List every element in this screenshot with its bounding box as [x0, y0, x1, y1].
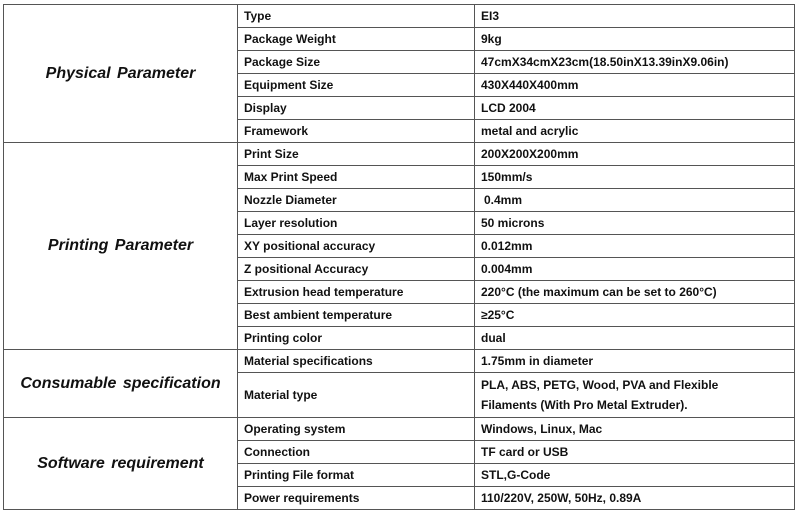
param-value: 1.75mm in diameter	[475, 350, 795, 373]
category-printing-parameter: Printing Parameter	[4, 143, 238, 350]
param-value-line-2: Filaments (With Pro Metal Extruder).	[481, 398, 688, 412]
param-label: Power requirements	[238, 487, 475, 510]
param-label: Equipment Size	[238, 74, 475, 97]
param-label: Framework	[238, 120, 475, 143]
param-value: 50 microns	[475, 212, 795, 235]
param-label: XY positional accuracy	[238, 235, 475, 258]
param-label: Display	[238, 97, 475, 120]
param-value: ≥25°C	[475, 304, 795, 327]
table-row	[4, 418, 795, 441]
param-label: Layer resolution	[238, 212, 475, 235]
table-row	[4, 350, 795, 373]
table-row	[4, 5, 795, 28]
param-value-multiline	[475, 373, 795, 418]
param-label: Print Size	[238, 143, 475, 166]
param-value: 200X200X200mm	[475, 143, 795, 166]
param-value: 110/220V, 250W, 50Hz, 0.89A	[475, 487, 795, 510]
param-value: 0.004mm	[475, 258, 795, 281]
param-label: Material type	[238, 373, 475, 418]
category-software-requirement: Software requirement	[4, 418, 238, 510]
param-label: Z positional Accuracy	[238, 258, 475, 281]
param-label: Connection	[238, 441, 475, 464]
param-label: Package Weight	[238, 28, 475, 51]
param-value: dual	[475, 327, 795, 350]
param-label: Material specifications	[238, 350, 475, 373]
param-value: 47cmX34cmX23cm(18.50inX13.39inX9.06in)	[475, 51, 795, 74]
specification-table	[3, 4, 795, 510]
param-label: Printing File format	[238, 464, 475, 487]
param-label: Printing color	[238, 327, 475, 350]
param-label: Nozzle Diameter	[238, 189, 475, 212]
param-value: Windows, Linux, Mac	[475, 418, 795, 441]
category-physical-parameter: Physical Parameter	[4, 5, 238, 143]
param-value: 430X440X400mm	[475, 74, 795, 97]
table-row	[4, 143, 795, 166]
param-label: Best ambient temperature	[238, 304, 475, 327]
param-value: EI3	[475, 5, 795, 28]
param-label: Operating system	[238, 418, 475, 441]
param-value: LCD 2004	[475, 97, 795, 120]
param-label: Package Size	[238, 51, 475, 74]
param-value: TF card or USB	[475, 441, 795, 464]
param-value: STL,G-Code	[475, 464, 795, 487]
category-consumable-specification: Consumable specification	[4, 350, 238, 418]
param-value: 9kg	[475, 28, 795, 51]
param-value: 0.012mm	[475, 235, 795, 258]
param-label: Type	[238, 5, 475, 28]
param-value: metal and acrylic	[475, 120, 795, 143]
param-value-line-1: PLA, ABS, PETG, Wood, PVA and Flexible	[481, 378, 719, 392]
param-label: Max Print Speed	[238, 166, 475, 189]
param-value: 220°C (the maximum can be set to 260°C)	[475, 281, 795, 304]
param-value: 150mm/s	[475, 166, 795, 189]
param-label: Extrusion head temperature	[238, 281, 475, 304]
param-value: 0.4mm	[475, 189, 795, 212]
